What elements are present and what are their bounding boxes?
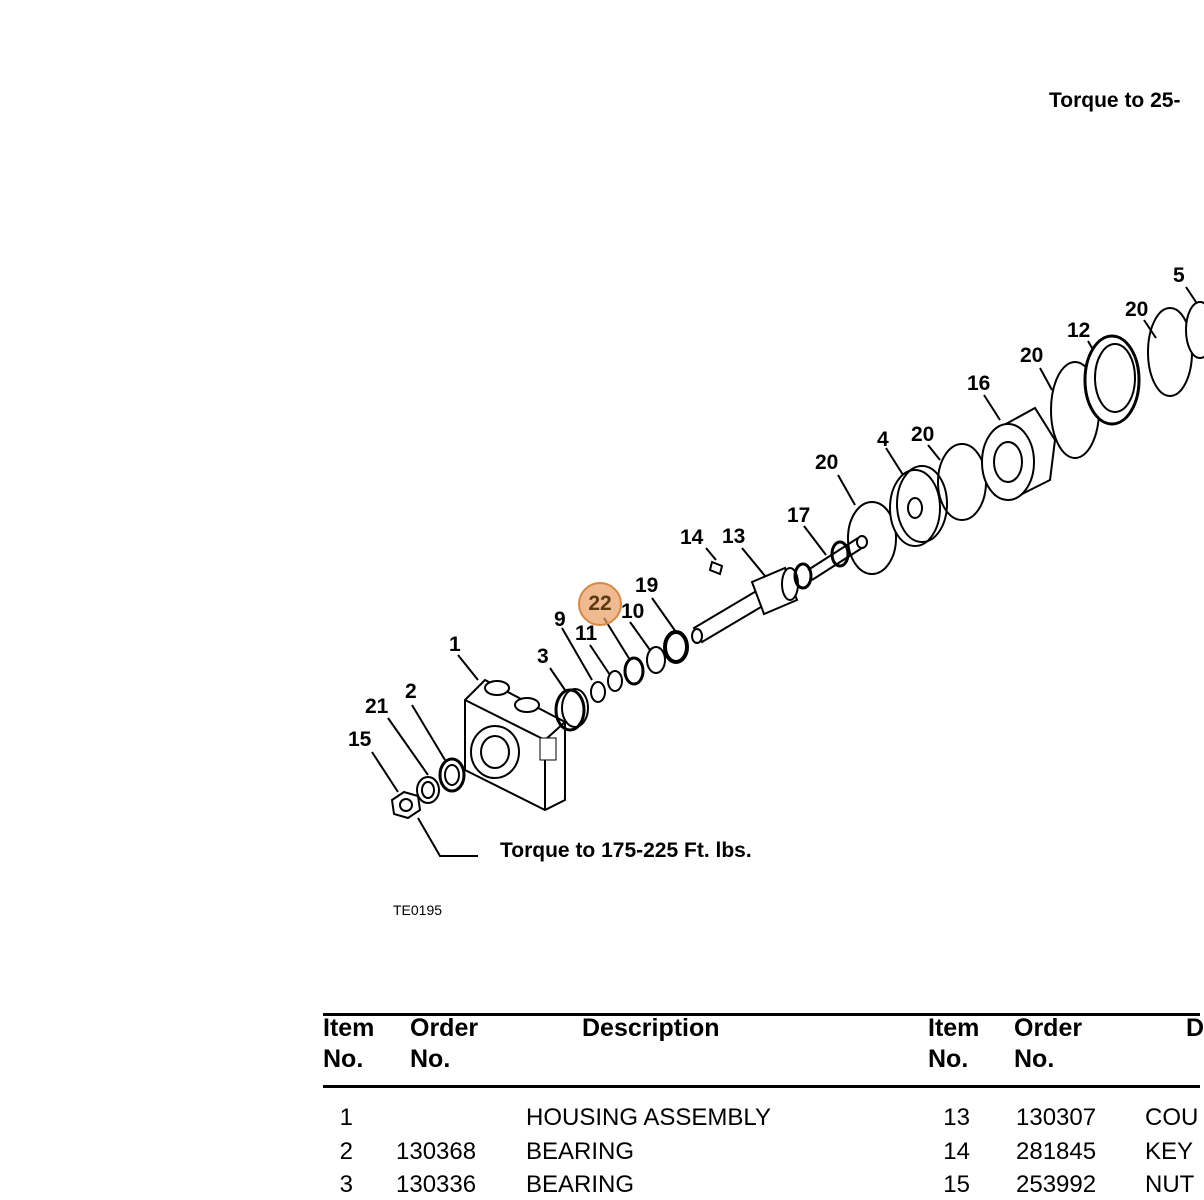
header-order-no: Order No. [410, 1014, 479, 1073]
callout-16[interactable]: 16 [967, 372, 991, 395]
row3-order: 130336 [396, 1171, 477, 1198]
row2-order-2: 281845 [1016, 1138, 1097, 1165]
torque-note-bottom: Torque to 175-225 Ft. lbs. [500, 839, 752, 862]
header-description-2: D [1186, 1014, 1204, 1042]
row3-item-2: 15 [943, 1171, 970, 1198]
callout-4[interactable]: 4 [877, 428, 889, 451]
callout-1[interactable]: 1 [449, 633, 461, 656]
callout-20-d[interactable]: 20 [1125, 298, 1149, 321]
row3-order-2: 253992 [1016, 1171, 1097, 1198]
row1-order-2: 130307 [1016, 1104, 1097, 1131]
callout-9[interactable]: 9 [554, 608, 566, 631]
torque-note-top: Torque to 25- [1049, 89, 1181, 112]
row3-description: BEARING [526, 1171, 635, 1198]
row3-item: 3 [339, 1171, 353, 1198]
row1-item: 1 [339, 1104, 353, 1131]
table-header-rule [323, 1085, 1200, 1088]
callout-20-c[interactable]: 20 [1020, 344, 1044, 367]
row2-description: BEARING [526, 1138, 635, 1165]
callout-15[interactable]: 15 [348, 728, 372, 751]
callout-10[interactable]: 10 [621, 600, 645, 623]
row2-item-2: 14 [943, 1138, 970, 1165]
header-item-no-2: Item No. [928, 1014, 980, 1073]
callout-13[interactable]: 13 [722, 525, 746, 548]
row1-item-2: 13 [943, 1104, 970, 1131]
row1-description-2: COU [1145, 1104, 1199, 1131]
header-description: Description [582, 1014, 720, 1042]
callout-22-hotspot[interactable]: 22 [578, 582, 622, 626]
callout-17[interactable]: 17 [787, 504, 811, 527]
callout-20-a[interactable]: 20 [815, 451, 839, 474]
callout-11[interactable]: 11 [575, 622, 598, 645]
row1-description: HOUSING ASSEMBLY [526, 1104, 771, 1131]
header-item-no: Item No. [323, 1014, 375, 1073]
header-order-no-2: Order No. [1014, 1014, 1083, 1073]
callout-20-b[interactable]: 20 [911, 423, 935, 446]
callout-3[interactable]: 3 [537, 645, 549, 668]
row2-order: 130368 [396, 1138, 477, 1165]
callout-21[interactable]: 21 [365, 695, 389, 718]
figure-id: TE0195 [393, 902, 443, 918]
row3-description-2: NUT [1145, 1171, 1195, 1198]
callout-14[interactable]: 14 [680, 526, 704, 549]
row2-description-2: KEY [1145, 1138, 1194, 1165]
callout-5[interactable]: 5 [1173, 264, 1185, 287]
callout-12[interactable]: 12 [1067, 319, 1091, 342]
callout-2[interactable]: 2 [405, 680, 417, 703]
row2-item: 2 [339, 1138, 353, 1165]
callout-19[interactable]: 19 [635, 574, 659, 597]
